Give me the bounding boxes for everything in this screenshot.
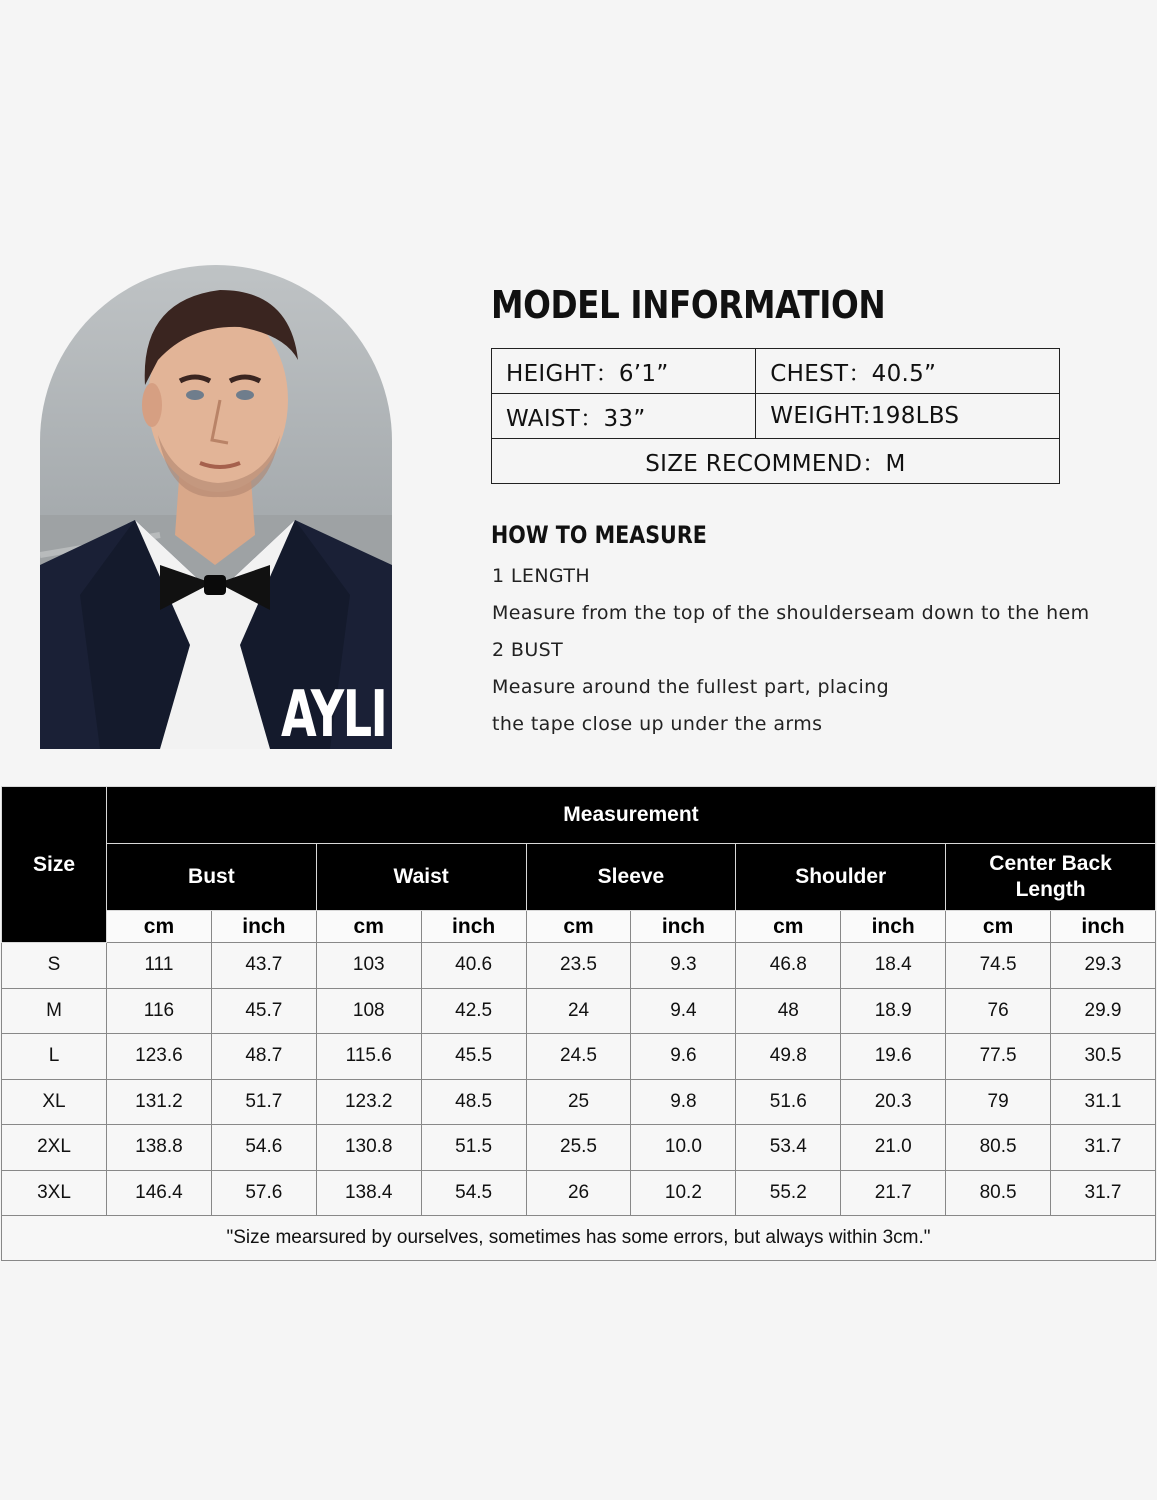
- table-cell: 9.3: [631, 943, 736, 989]
- table-cell: 53.4: [736, 1125, 841, 1171]
- table-cell: 20.3: [841, 1079, 946, 1125]
- model-weight: WEIGHT:198LBS: [756, 394, 1060, 439]
- table-cell: 9.4: [631, 988, 736, 1034]
- table-cell: 51.5: [421, 1125, 526, 1171]
- size-label: 3XL: [2, 1170, 107, 1216]
- table-cell: 9.8: [631, 1079, 736, 1125]
- table-row: [2, 1034, 1156, 1080]
- model-info-table: [491, 348, 1060, 484]
- table-cell: 45.5: [421, 1034, 526, 1080]
- model-size-recommend: SIZE RECOMMEND：M: [492, 439, 1060, 484]
- measure-step-length-text: Measure from the top of the shoulderseam down to the hem: [492, 602, 1090, 624]
- measure-step-length-label: 1 LENGTH: [492, 565, 591, 587]
- table-cell: 10.0: [631, 1125, 736, 1171]
- table-cell: 10.2: [631, 1170, 736, 1216]
- unit-header: inch: [841, 911, 946, 943]
- table-cell: 111: [107, 943, 212, 989]
- table-cell: 123.2: [316, 1079, 421, 1125]
- table-cell: 30.5: [1051, 1034, 1156, 1080]
- table-cell: 123.6: [107, 1034, 212, 1080]
- category-header-center-back-length: Center Back Length: [946, 844, 1156, 911]
- table-cell: 31.1: [1051, 1079, 1156, 1125]
- model-waist: WAIST：33”: [492, 394, 756, 439]
- table-cell: 23.5: [526, 943, 631, 989]
- unit-header: cm: [316, 911, 421, 943]
- size-label: L: [2, 1034, 107, 1080]
- model-info-title: MODEL INFORMATION: [491, 283, 886, 327]
- category-header-shoulder: Shoulder: [736, 844, 946, 911]
- size-chart-table: [1, 786, 1156, 1261]
- size-label: S: [2, 943, 107, 989]
- table-cell: 45.7: [211, 988, 316, 1034]
- table-cell: 79: [946, 1079, 1051, 1125]
- table-cell: 31.7: [1051, 1125, 1156, 1171]
- table-cell: 9.6: [631, 1034, 736, 1080]
- model-photo: [40, 265, 392, 749]
- table-cell: 77.5: [946, 1034, 1051, 1080]
- model-chest: CHEST：40.5”: [756, 349, 1060, 394]
- unit-header: cm: [526, 911, 631, 943]
- table-cell: 130.8: [316, 1125, 421, 1171]
- category-header-sleeve: Sleeve: [526, 844, 736, 911]
- table-cell: 24: [526, 988, 631, 1034]
- table-cell: 43.7: [211, 943, 316, 989]
- size-note: "Size mearsured by ourselves, sometimes has some errors, but always within 3cm.": [2, 1216, 1156, 1261]
- measure-step-bust-text-1: Measure around the fullest part, placing: [492, 676, 890, 698]
- table-cell: 26: [526, 1170, 631, 1216]
- table-cell: 51.7: [211, 1079, 316, 1125]
- category-header-waist: Waist: [316, 844, 526, 911]
- model-height: HEIGHT：6’1”: [492, 349, 756, 394]
- table-cell: 25.5: [526, 1125, 631, 1171]
- table-cell: 24.5: [526, 1034, 631, 1080]
- table-row: [2, 1125, 1156, 1171]
- table-cell: 146.4: [107, 1170, 212, 1216]
- how-to-measure-title: HOW TO MEASURE: [491, 521, 707, 549]
- table-cell: 51.6: [736, 1079, 841, 1125]
- table-cell: 138.8: [107, 1125, 212, 1171]
- size-rows: [2, 943, 1156, 1216]
- table-cell: 57.6: [211, 1170, 316, 1216]
- table-cell: 49.8: [736, 1034, 841, 1080]
- table-row: [2, 988, 1156, 1034]
- table-cell: 138.4: [316, 1170, 421, 1216]
- table-cell: 21.0: [841, 1125, 946, 1171]
- table-cell: 54.5: [421, 1170, 526, 1216]
- unit-header: inch: [421, 911, 526, 943]
- table-cell: 31.7: [1051, 1170, 1156, 1216]
- unit-header: cm: [946, 911, 1051, 943]
- table-cell: 48.7: [211, 1034, 316, 1080]
- brand-logo: AYLI: [280, 678, 386, 749]
- measure-step-bust-label: 2 BUST: [492, 639, 564, 661]
- table-cell: 48.5: [421, 1079, 526, 1125]
- unit-header: cm: [736, 911, 841, 943]
- model-illustration: [40, 265, 392, 749]
- table-cell: 19.6: [841, 1034, 946, 1080]
- measure-step-bust-text-2: the tape close up under the arms: [492, 713, 823, 735]
- table-cell: 80.5: [946, 1125, 1051, 1171]
- table-cell: 29.3: [1051, 943, 1156, 989]
- table-cell: 115.6: [316, 1034, 421, 1080]
- table-row: [2, 1170, 1156, 1216]
- category-header-bust: Bust: [107, 844, 317, 911]
- unit-header: inch: [211, 911, 316, 943]
- table-row: [2, 943, 1156, 989]
- table-cell: 54.6: [211, 1125, 316, 1171]
- table-cell: 18.4: [841, 943, 946, 989]
- table-cell: 29.9: [1051, 988, 1156, 1034]
- table-cell: 25: [526, 1079, 631, 1125]
- unit-header: inch: [1051, 911, 1156, 943]
- table-cell: 21.7: [841, 1170, 946, 1216]
- size-label: M: [2, 988, 107, 1034]
- table-cell: 48: [736, 988, 841, 1034]
- table-cell: 74.5: [946, 943, 1051, 989]
- unit-header: inch: [631, 911, 736, 943]
- table-cell: 116: [107, 988, 212, 1034]
- table-cell: 80.5: [946, 1170, 1051, 1216]
- table-cell: 76: [946, 988, 1051, 1034]
- table-cell: 42.5: [421, 988, 526, 1034]
- measurement-header: Measurement: [107, 787, 1156, 844]
- table-cell: 131.2: [107, 1079, 212, 1125]
- size-label: 2XL: [2, 1125, 107, 1171]
- unit-header: cm: [107, 911, 212, 943]
- table-cell: 46.8: [736, 943, 841, 989]
- table-cell: 55.2: [736, 1170, 841, 1216]
- table-cell: 18.9: [841, 988, 946, 1034]
- size-label: XL: [2, 1079, 107, 1125]
- table-cell: 40.6: [421, 943, 526, 989]
- table-cell: 103: [316, 943, 421, 989]
- size-column-header: Size: [2, 787, 107, 943]
- table-row: [2, 1079, 1156, 1125]
- table-cell: 108: [316, 988, 421, 1034]
